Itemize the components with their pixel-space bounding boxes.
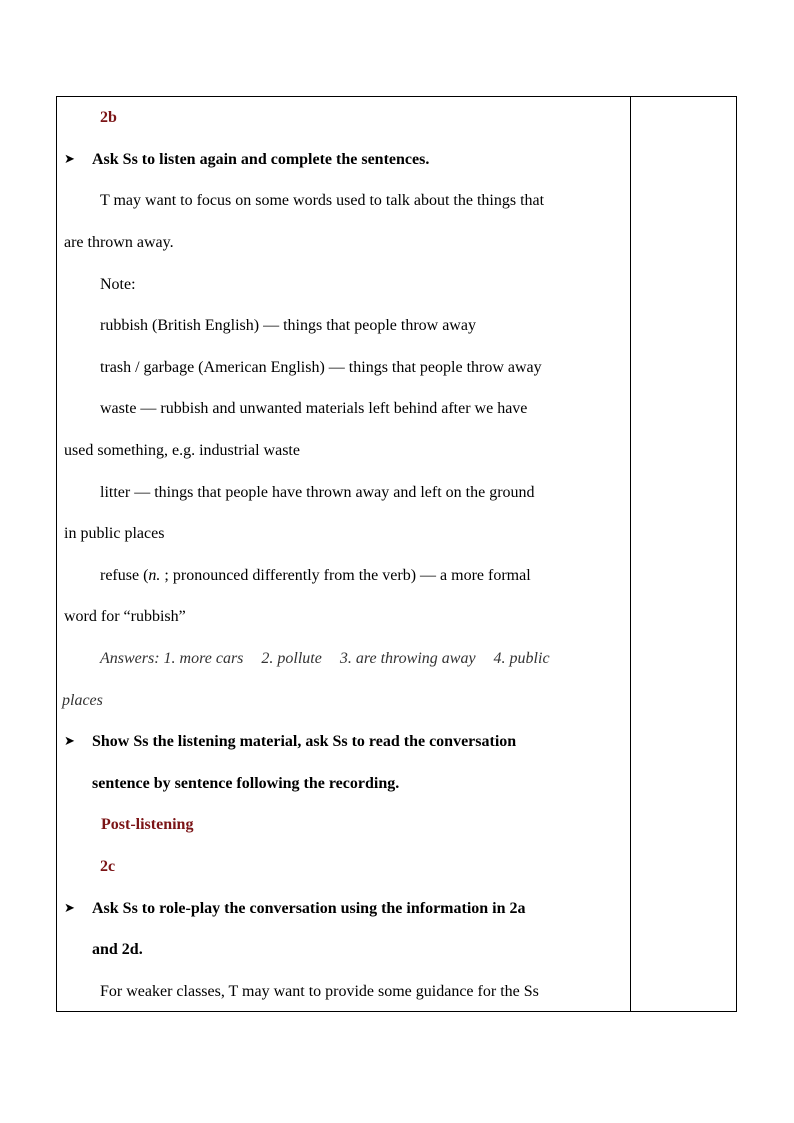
answer-item: 2. pollute (261, 650, 322, 667)
note-item: in public places (64, 525, 165, 542)
bullet-instruction-3: Ask Ss to role-play the conversation using the information in 2a (92, 900, 526, 917)
part-of-speech: n. (148, 567, 161, 584)
note-label: Note: (100, 276, 136, 293)
paragraph-line: T may want to focus on some words used to talk about the things that (100, 192, 545, 209)
note-item: litter — things that people have thrown away and left on the ground (100, 484, 535, 501)
section-heading-post-listening: Post-listening (101, 816, 194, 833)
arrow-bullet-icon: ➤ (64, 151, 75, 166)
answers-line (100, 649, 550, 669)
column-divider (630, 96, 631, 1012)
note-item: trash / garbage (American English) — things that people throw away (100, 359, 542, 376)
note-text: ; pronounced differently from the verb) — a more formal (160, 567, 531, 584)
bullet-instruction-1: Ask Ss to listen again and complete the sentences. (92, 151, 430, 168)
note-item: word for “rubbish” (64, 608, 186, 625)
bullet-instruction-2: Show Ss the listening material, ask Ss to read the conversation (92, 733, 517, 750)
note-item: waste — rubbish and unwanted materials left behind after we have (100, 400, 528, 417)
answers-line: places (62, 692, 103, 709)
answer-item: 4. public (493, 650, 550, 667)
note-item: rubbish (British English) — things that people throw away (100, 317, 476, 334)
note-item: used something, e.g. industrial waste (64, 442, 300, 459)
note-text: refuse ( (100, 567, 149, 584)
arrow-bullet-icon: ➤ (64, 900, 75, 915)
arrow-bullet-icon: ➤ (64, 733, 75, 748)
bullet-instruction-3: and 2d. (92, 941, 143, 958)
answer-item: 3. are throwing away (339, 650, 476, 667)
note-item (100, 566, 531, 586)
answer-item: Answers: 1. more cars (100, 650, 244, 667)
section-heading-2b: 2b (100, 109, 117, 126)
bullet-instruction-2: sentence by sentence following the recording. (92, 775, 400, 792)
section-heading-2c: 2c (100, 858, 116, 875)
paragraph-line: For weaker classes, T may want to provide some guidance for the Ss (100, 983, 539, 1000)
paragraph-line: are thrown away. (64, 234, 174, 251)
